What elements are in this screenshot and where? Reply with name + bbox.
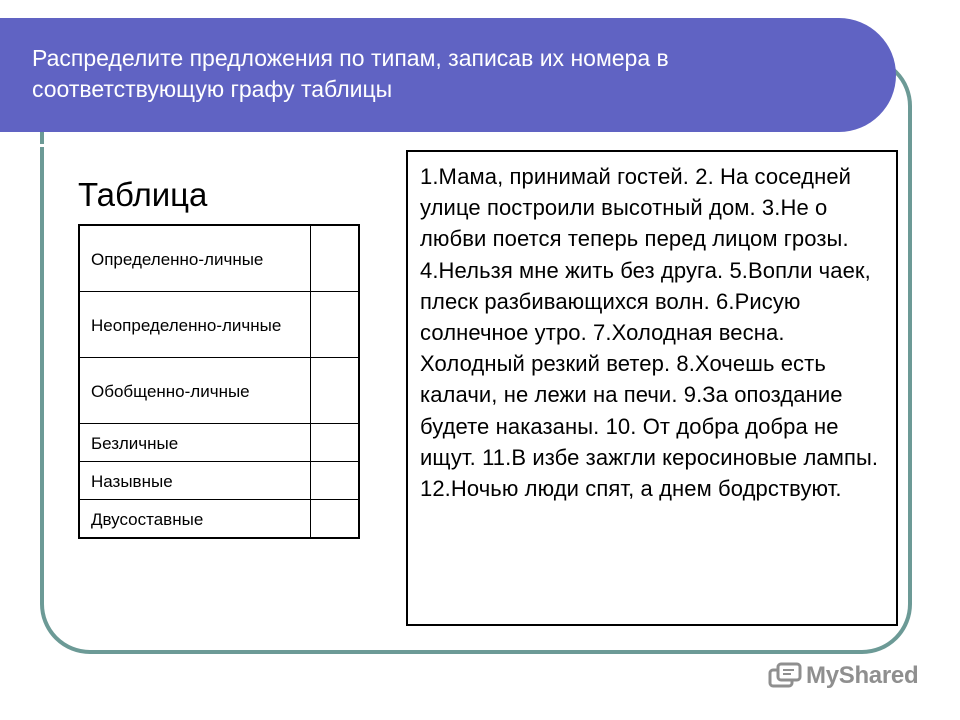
type-label: Обобщенно-личные [79, 358, 310, 424]
table-row [79, 424, 359, 462]
type-label: Безличные [79, 424, 310, 462]
myshared-logo-icon [768, 661, 802, 691]
type-label: Определенно-личные [79, 225, 310, 292]
type-label: Назывные [79, 462, 310, 500]
table-row [79, 292, 359, 358]
answer-cell[interactable] [310, 292, 359, 358]
slide-title: Распределите предложения по типам, записав их номера в соответствующую графу таблицы [32, 45, 669, 102]
type-label: Неопределенно-личные [79, 292, 310, 358]
table-row [79, 462, 359, 500]
answer-cell[interactable] [310, 358, 359, 424]
answer-cell[interactable] [310, 500, 359, 539]
table-heading: Таблица [78, 176, 208, 213]
table-row [79, 500, 359, 539]
sentence-types-table [78, 224, 360, 539]
answer-cell[interactable] [310, 462, 359, 500]
table-row [79, 358, 359, 424]
watermark-text: MyShared [806, 662, 919, 689]
answer-cell[interactable] [310, 424, 359, 462]
answer-cell[interactable] [310, 225, 359, 292]
sentences-box: 1.Мама, принимай гостей. 2. На соседней улице построили высотный дом. 3.Не о любви поется теперь перед лицом грозы. 4.Нельзя мне жить без друга. 5.Вопли чаек, плеск разбивающихся волн. 6.Рисую солнечное утро. 7.Холодная весна. Холодный резкий ветер. 8.Хочешь есть калачи, не лежи на печи. 9.За опоздание будете наказаны. 10. От добра добра не ищут. 11.В избе зажгли керосиновые лампы. 12.Ночью люди спят, а днем бодрствуют. [406, 150, 898, 626]
watermark [768, 656, 918, 696]
title-underline [0, 144, 848, 147]
table-row [79, 225, 359, 292]
type-label: Двусоставные [79, 500, 310, 539]
